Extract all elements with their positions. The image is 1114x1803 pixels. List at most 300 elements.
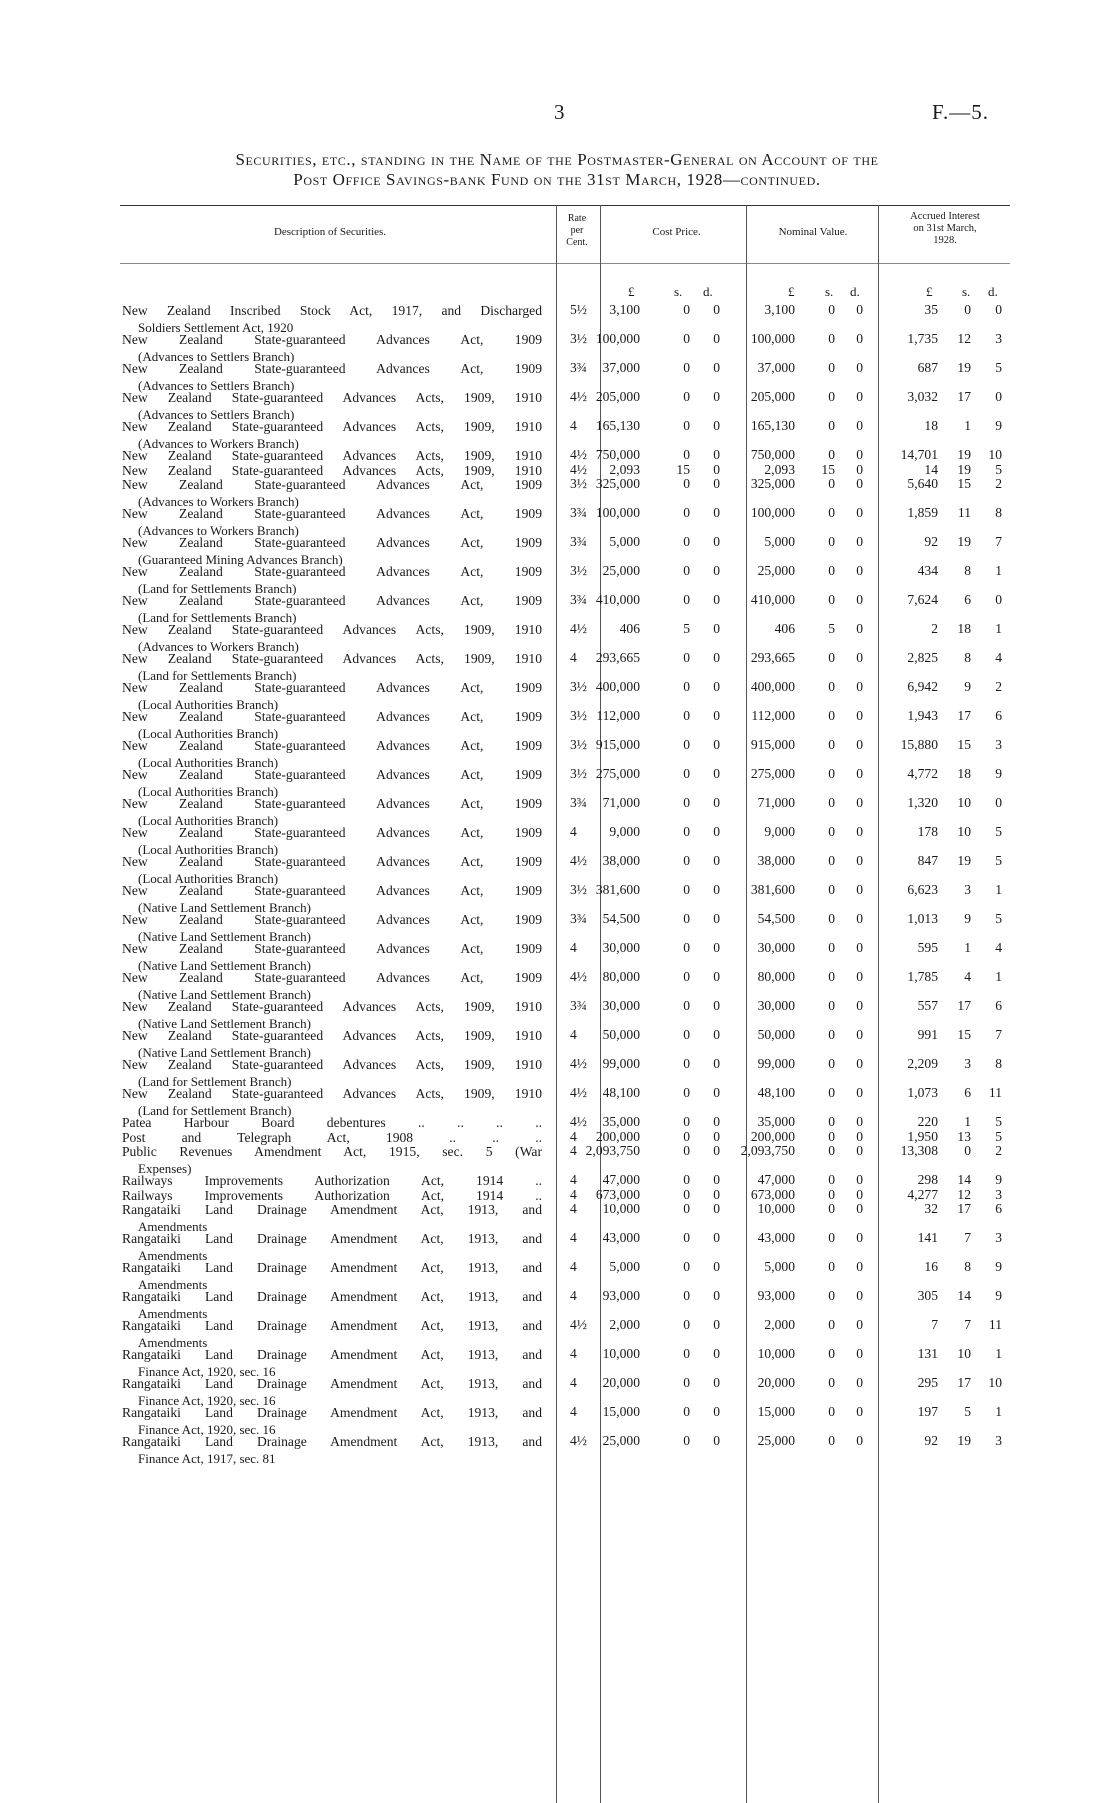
- accrued-interest-pence: 1: [995, 1404, 1002, 1419]
- description-line-1: New Zealand State-guaranteed Advances Act, 1909: [122, 738, 542, 753]
- accrued-interest-pence: 10: [988, 1375, 1002, 1390]
- nominal-value-pounds: 325,000: [750, 476, 795, 491]
- rate-per-cent: 3½: [570, 708, 587, 723]
- accrued-interest-pence: 3: [995, 1433, 1002, 1448]
- cost-price-shillings: 0: [683, 766, 690, 781]
- accrued-interest-shillings: 15: [957, 1027, 971, 1042]
- accrued-interest-shillings: 18: [957, 621, 971, 636]
- nominal-value-pounds: 100,000: [750, 331, 795, 346]
- nominal-value-pounds: 3,100: [764, 302, 795, 317]
- cost-price-pence: 0: [713, 302, 720, 317]
- accrued-interest-pence: 1: [995, 621, 1002, 636]
- accrued-interest-pence: 11: [988, 1317, 1002, 1332]
- cost-price-pence: 0: [713, 1027, 720, 1042]
- accrued-interest-pounds: 6,942: [907, 679, 938, 694]
- cost-price-shillings: 0: [683, 1259, 690, 1274]
- rate-per-cent: 4½: [570, 1114, 587, 1129]
- header-top-rule: [120, 205, 1010, 206]
- accrued-interest-pence: 0: [995, 302, 1002, 317]
- cost-price-shillings: 0: [683, 1143, 690, 1158]
- description-line-1: New Zealand State-guaranteed Advances Acts, 1909, 1910: [122, 622, 542, 637]
- description-line-2: (Local Authorities Branch): [138, 726, 279, 741]
- rate-per-cent: 4: [570, 1027, 577, 1042]
- description-line-1: New Zealand State-guaranteed Advances Act, 1909: [122, 361, 542, 376]
- accrued-interest-pence: 2: [995, 476, 1002, 491]
- nominal-value-pence: 0: [856, 737, 863, 752]
- accrued-interest-pence: 5: [995, 1128, 1002, 1144]
- nominal-value-shillings: 0: [828, 1404, 835, 1419]
- description-line-2: (Native Land Settlement Branch): [138, 1045, 311, 1060]
- accrued-interest-pence: 1: [995, 969, 1002, 984]
- description-line-1: Rangataiki Land Drainage Amendment Act, 1913, and: [122, 1202, 542, 1217]
- cost-price-shillings: 0: [683, 1172, 690, 1187]
- cost-price-shillings: 0: [683, 476, 690, 491]
- rate-per-cent: 4: [570, 650, 577, 665]
- cost-price-pounds: 54,500: [602, 911, 640, 926]
- description-line-1: Railways Improvements Authorization Act, 1914 ..: [122, 1173, 542, 1188]
- description-line-1: New Zealand State-guaranteed Advances Act, 1909: [122, 506, 542, 521]
- accrued-interest-pounds: 141: [917, 1230, 938, 1245]
- nominal-value-pence: 0: [856, 853, 863, 868]
- cost-price-pence: 0: [713, 998, 720, 1013]
- accrued-interest-pounds: 1,013: [907, 911, 938, 926]
- cost-price-pounds: 165,130: [595, 418, 640, 433]
- header-rate-line: per: [570, 225, 584, 236]
- nominal-value-pounds: 37,000: [757, 360, 795, 375]
- accrued-interest-pounds: 32: [924, 1201, 938, 1216]
- cost-price-pence: 0: [713, 1201, 720, 1216]
- rate-per-cent: 4: [570, 1375, 577, 1390]
- cost-price-shillings: 0: [683, 882, 690, 897]
- cost-price-pounds: 5,000: [609, 534, 640, 549]
- description-line-2: (Local Authorities Branch): [138, 697, 279, 712]
- cost-price-pounds: 200,000: [595, 1128, 640, 1144]
- accrued-interest-pounds: 434: [917, 563, 938, 578]
- description-line-2: (Advances to Workers Branch): [138, 494, 299, 509]
- nominal-value-pence: 0: [856, 824, 863, 839]
- nominal-value-shillings: 0: [828, 534, 835, 549]
- description-line-1: Rangataiki Land Drainage Amendment Act, 1913, and: [122, 1260, 542, 1275]
- rate-per-cent: 3¾: [570, 534, 587, 549]
- cost-price-shillings: 0: [683, 708, 690, 723]
- accrued-interest-pence: 8: [995, 505, 1002, 520]
- accrued-interest-pence: 1: [995, 563, 1002, 578]
- rate-per-cent: 4: [570, 1404, 577, 1419]
- description-line-1: New Zealand State-guaranteed Advances Act, 1909: [122, 825, 542, 840]
- description-line-1: New Zealand State-guaranteed Advances Act, 1909: [122, 332, 542, 347]
- nominal-value-shillings: 0: [828, 1375, 835, 1390]
- accrued-interest-pence: 7: [995, 534, 1002, 549]
- nominal-value-pence: 0: [856, 708, 863, 723]
- accrued-interest-pounds: 220: [917, 1114, 938, 1129]
- cost-price-pence: 0: [713, 795, 720, 810]
- accrued-interest-pence: 3: [995, 737, 1002, 752]
- accrued-interest-pence: 5: [995, 853, 1002, 868]
- nominal-value-pence: 0: [856, 360, 863, 375]
- nominal-value-pounds: 99,000: [757, 1056, 795, 1071]
- cost-price-pence: 0: [713, 331, 720, 346]
- cost-price-pence: 0: [713, 461, 720, 477]
- nominal-value-pounds: 35,000: [757, 1114, 795, 1129]
- cost-price-shillings: 0: [683, 302, 690, 317]
- cost-price-pounds: 3,100: [609, 302, 640, 317]
- accrued-interest-pence: 9: [995, 1288, 1002, 1303]
- header-cost-price: Cost Price.: [652, 226, 701, 238]
- nominal-value-pence: 0: [856, 1433, 863, 1448]
- accrued-interest-pence: 9: [995, 1172, 1002, 1187]
- accrued-interest-shillings: 15: [957, 476, 971, 491]
- nominal-value-pence: 0: [856, 940, 863, 955]
- nominal-value-pounds: 15,000: [757, 1404, 795, 1419]
- nominal-value-shillings: 0: [828, 1186, 835, 1202]
- nominal-value-pounds: 5,000: [764, 534, 795, 549]
- cost-price-pounds: 2,093,750: [585, 1143, 640, 1158]
- column-divider: [746, 205, 747, 1803]
- accrued-interest-pounds: 197: [917, 1404, 938, 1419]
- description-line-1: New Zealand State-guaranteed Advances Act, 1909: [122, 709, 542, 724]
- rate-per-cent: 4½: [570, 1433, 587, 1448]
- nominal-value-pence: 0: [856, 1346, 863, 1361]
- cost-price-shillings: 0: [683, 853, 690, 868]
- rate-per-cent: 3½: [570, 737, 587, 752]
- rate-per-cent: 3½: [570, 476, 587, 491]
- nominal-value-pounds: 2,093,750: [740, 1143, 795, 1158]
- nominal-value-shillings: 0: [828, 360, 835, 375]
- accrued-interest-shillings: 0: [964, 1143, 971, 1158]
- description-line-2: (Advances to Workers Branch): [138, 639, 299, 654]
- cost-price-pounds: 205,000: [595, 389, 640, 404]
- nominal-value-pence: 0: [856, 1230, 863, 1245]
- description-line-1: New Zealand State-guaranteed Advances Acts, 1909, 1910: [122, 462, 542, 478]
- accrued-interest-shillings: 19: [957, 447, 971, 462]
- accrued-interest-pence: 3: [995, 331, 1002, 346]
- accrued-interest-pence: 11: [988, 1085, 1002, 1100]
- accrued-interest-pence: 5: [995, 1114, 1002, 1129]
- page-reference: F.—5.: [932, 100, 989, 124]
- header-accrued-line: 1928.: [933, 235, 957, 246]
- nominal-value-shillings: 0: [828, 505, 835, 520]
- nominal-value-shillings: 0: [828, 969, 835, 984]
- description-line-1: New Zealand State-guaranteed Advances Act, 1909: [122, 854, 542, 869]
- cost-price-pounds: 25,000: [602, 563, 640, 578]
- accrued-interest-shillings: 9: [964, 679, 971, 694]
- accrued-interest-pounds: 92: [924, 1433, 938, 1448]
- cost-price-pence: 0: [713, 1433, 720, 1448]
- nominal-value-pounds: 25,000: [757, 563, 795, 578]
- nominal-value-pence: 0: [856, 621, 863, 636]
- cost-price-pence: 0: [713, 418, 720, 433]
- rate-per-cent: 4: [570, 1201, 577, 1216]
- nominal-value-pounds: 54,500: [757, 911, 795, 926]
- cost-price-pence: 0: [713, 1346, 720, 1361]
- nominal-value-pence: 0: [856, 969, 863, 984]
- description-line-1: New Zealand State-guaranteed Advances Act, 1909: [122, 593, 542, 608]
- cost-price-pounds: 275,000: [595, 766, 640, 781]
- nominal-value-pence: 0: [856, 1186, 863, 1202]
- rate-per-cent: 4: [570, 1346, 577, 1361]
- description-line-1: New Zealand State-guaranteed Advances Act, 1909: [122, 883, 542, 898]
- nominal-value-pence: 0: [856, 505, 863, 520]
- description-line-1: New Zealand State-guaranteed Advances Acts, 1909, 1910: [122, 999, 542, 1014]
- description-line-2: (Land for Settlements Branch): [138, 581, 297, 596]
- accrued-interest-pence: 5: [995, 461, 1002, 477]
- rate-per-cent: 4½: [570, 969, 587, 984]
- cost-price-pounds: 47,000: [602, 1172, 640, 1187]
- rate-per-cent: 4: [570, 1172, 577, 1187]
- accrued-interest-pounds: 298: [917, 1172, 938, 1187]
- nominal-value-shillings: 0: [828, 1288, 835, 1303]
- description-line-2: Finance Act, 1920, sec. 16: [138, 1422, 276, 1437]
- accrued-interest-pounds: 2,209: [907, 1056, 938, 1071]
- accrued-interest-pence: 6: [995, 708, 1002, 723]
- accrued-interest-pounds: 1,073: [907, 1085, 938, 1100]
- nominal-value-shillings: 0: [828, 1201, 835, 1216]
- description-line-1: New Zealand State-guaranteed Advances Act, 1909: [122, 535, 542, 550]
- nominal-value-pence: 0: [856, 1404, 863, 1419]
- description-line-2: (Advances to Workers Branch): [138, 523, 299, 538]
- cost-price-pounds: 15,000: [602, 1404, 640, 1419]
- rate-per-cent: 4: [570, 824, 577, 839]
- cost-price-pence: 0: [713, 563, 720, 578]
- description-line-1: Rangataiki Land Drainage Amendment Act, 1913, and: [122, 1376, 542, 1391]
- nominal-value-pence: 0: [856, 1114, 863, 1129]
- nominal-value-shillings: 0: [828, 824, 835, 839]
- cost-price-pence: 0: [713, 940, 720, 955]
- rate-per-cent: 4½: [570, 621, 587, 636]
- description-line-2: (Land for Settlement Branch): [138, 1074, 292, 1089]
- description-line-2: (Local Authorities Branch): [138, 871, 279, 886]
- description-line-1: Public Revenues Amendment Act, 1915, sec. 5 (War: [122, 1144, 542, 1159]
- description-line-1: New Zealand State-guaranteed Advances Act, 1909: [122, 477, 542, 492]
- nominal-value-pounds: 38,000: [757, 853, 795, 868]
- accrued-interest-pounds: 1,950: [907, 1128, 938, 1144]
- nominal-value-pence: 0: [856, 911, 863, 926]
- rate-per-cent: 4: [570, 1186, 577, 1202]
- accrued-interest-pence: 7: [995, 1027, 1002, 1042]
- description-line-1: New Zealand State-guaranteed Advances Act, 1909: [122, 796, 542, 811]
- accrued-interest-shillings: 19: [957, 461, 971, 477]
- accrued-interest-pounds: 5,640: [907, 476, 938, 491]
- cost-price-pence: 0: [713, 1085, 720, 1100]
- nominal-value-pence: 0: [856, 1259, 863, 1274]
- nominal-value-pounds: 9,000: [764, 824, 795, 839]
- accrued-interest-shillings: 14: [957, 1288, 971, 1303]
- cost-price-shillings: 0: [683, 563, 690, 578]
- accrued-interest-pence: 0: [995, 795, 1002, 810]
- description-line-2: (Advances to Settlers Branch): [138, 378, 295, 393]
- accrued-interest-pence: 3: [995, 1230, 1002, 1245]
- nominal-value-shillings: 0: [828, 418, 835, 433]
- rate-per-cent: 3½: [570, 331, 587, 346]
- cost-price-shillings: 0: [683, 824, 690, 839]
- description-line-2: (Native Land Settlement Branch): [138, 1016, 311, 1031]
- accrued-interest-shillings: 7: [964, 1317, 971, 1332]
- accrued-interest-shillings: 11: [957, 505, 971, 520]
- accrued-interest-pounds: 7,624: [907, 592, 938, 607]
- cost-price-pounds: 43,000: [602, 1230, 640, 1245]
- nominal-value-shillings: 0: [828, 1346, 835, 1361]
- header-rate-line: Cent.: [566, 237, 588, 248]
- cost-price-pounds: 5,000: [609, 1259, 640, 1274]
- description-line-1: New Zealand State-guaranteed Advances Acts, 1909, 1910: [122, 419, 542, 434]
- nominal-value-pence: 0: [856, 650, 863, 665]
- accrued-interest-pence: 0: [995, 592, 1002, 607]
- nominal-value-pence: 0: [856, 1201, 863, 1216]
- accrued-interest-pounds: 178: [917, 824, 938, 839]
- cost-price-pounds: 293,665: [595, 650, 640, 665]
- description-line-2: (Native Land Settlement Branch): [138, 929, 311, 944]
- nominal-value-shillings: 0: [828, 940, 835, 955]
- accrued-interest-pounds: 14: [924, 461, 938, 477]
- header-accrued-interest: [880, 211, 1010, 247]
- nominal-value-shillings: 0: [828, 592, 835, 607]
- cost-price-pence: 0: [713, 476, 720, 491]
- description-line-2: (Land for Settlement Branch): [138, 1103, 292, 1118]
- nominal-value-pounds: 48,100: [757, 1085, 795, 1100]
- description-line-1: Rangataiki Land Drainage Amendment Act, 1913, and: [122, 1289, 542, 1304]
- nominal-value-shillings: 0: [828, 1128, 835, 1144]
- description-line-2: (Land for Settlements Branch): [138, 610, 297, 625]
- nominal-value-pounds: 100,000: [750, 505, 795, 520]
- cost-price-pence: 0: [713, 360, 720, 375]
- nominal-value-shillings: 0: [828, 1433, 835, 1448]
- accrued-interest-shillings: 17: [957, 1201, 971, 1216]
- cost-price-shillings: 0: [683, 1433, 690, 1448]
- cost-price-shillings: 5: [683, 621, 690, 636]
- nominal-value-pence: 0: [856, 1172, 863, 1187]
- description-line-1: Rangataiki Land Drainage Amendment Act, 1913, and: [122, 1434, 542, 1449]
- description-line-2: (Land for Settlements Branch): [138, 668, 297, 683]
- currency-unit-label: s.: [674, 284, 683, 299]
- nominal-value-shillings: 0: [828, 1230, 835, 1245]
- cost-price-pence: 0: [713, 621, 720, 636]
- cost-price-pence: 0: [713, 1056, 720, 1071]
- accrued-interest-shillings: 3: [964, 1056, 971, 1071]
- accrued-interest-pounds: 2: [931, 621, 938, 636]
- cost-price-pounds: 25,000: [602, 1433, 640, 1448]
- description-line-2: Soldiers Settlement Act, 1920: [138, 320, 294, 335]
- nominal-value-pence: 0: [856, 1027, 863, 1042]
- rate-per-cent: 4½: [570, 461, 587, 477]
- description-line-1: New Zealand State-guaranteed Advances Acts, 1909, 1910: [122, 448, 542, 463]
- cost-price-shillings: 0: [683, 505, 690, 520]
- cost-price-pounds: 30,000: [602, 998, 640, 1013]
- cost-price-shillings: 0: [683, 1128, 690, 1144]
- description-line-2: (Native Land Settlement Branch): [138, 958, 311, 973]
- accrued-interest-shillings: 18: [957, 766, 971, 781]
- nominal-value-pence: 0: [856, 882, 863, 897]
- accrued-interest-shillings: 13: [957, 1128, 971, 1144]
- rate-per-cent: 3¾: [570, 795, 587, 810]
- accrued-interest-pounds: 6,623: [907, 882, 938, 897]
- rate-per-cent: 4½: [570, 1056, 587, 1071]
- nominal-value-shillings: 0: [828, 1143, 835, 1158]
- nominal-value-pounds: 293,665: [750, 650, 795, 665]
- rate-per-cent: 3¾: [570, 998, 587, 1013]
- description-line-2: (Advances to Workers Branch): [138, 436, 299, 451]
- header-rate-line: Rate: [567, 213, 587, 224]
- header-rate: [556, 213, 598, 249]
- rate-per-cent: 4: [570, 1230, 577, 1245]
- accrued-interest-pounds: 35: [924, 302, 938, 317]
- description-line-1: Rangataiki Land Drainage Amendment Act, 1913, and: [122, 1347, 542, 1362]
- accrued-interest-pence: 1: [995, 1346, 1002, 1361]
- currency-unit-label: £: [628, 284, 635, 299]
- nominal-value-pence: 0: [856, 766, 863, 781]
- nominal-value-pounds: 381,600: [750, 882, 795, 897]
- description-line-2: Expenses): [138, 1161, 192, 1176]
- accrued-interest-shillings: 0: [964, 302, 971, 317]
- accrued-interest-pounds: 131: [917, 1346, 938, 1361]
- nominal-value-shillings: 0: [828, 563, 835, 578]
- accrued-interest-shillings: 1: [964, 1114, 971, 1129]
- accrued-interest-shillings: 19: [957, 360, 971, 375]
- currency-unit-label: £: [788, 284, 795, 299]
- accrued-interest-pence: 4: [995, 650, 1002, 665]
- nominal-value-shillings: 0: [828, 1056, 835, 1071]
- nominal-value-pence: 0: [856, 476, 863, 491]
- cost-price-pence: 0: [713, 1375, 720, 1390]
- rate-per-cent: 3¾: [570, 592, 587, 607]
- currency-unit-label: d.: [703, 284, 713, 299]
- cost-price-shillings: 0: [683, 1114, 690, 1129]
- cost-price-pence: 0: [713, 1186, 720, 1202]
- nominal-value-pounds: 71,000: [757, 795, 795, 810]
- nominal-value-shillings: 0: [828, 1027, 835, 1042]
- nominal-value-shillings: 0: [828, 766, 835, 781]
- nominal-value-pence: 0: [856, 795, 863, 810]
- rate-per-cent: 4½: [570, 389, 587, 404]
- accrued-interest-shillings: 17: [957, 1375, 971, 1390]
- description-line-1: Rangataiki Land Drainage Amendment Act, 1913, and: [122, 1405, 542, 1420]
- nominal-value-pounds: 25,000: [757, 1433, 795, 1448]
- accrued-interest-shillings: 4: [964, 969, 971, 984]
- accrued-interest-pounds: 14,701: [900, 447, 938, 462]
- description-line-1: New Zealand State-guaranteed Advances Act, 1909: [122, 970, 542, 985]
- nominal-value-pounds: 30,000: [757, 940, 795, 955]
- cost-price-pence: 0: [713, 1288, 720, 1303]
- cost-price-shillings: 0: [683, 534, 690, 549]
- accrued-interest-pounds: 687: [917, 360, 938, 375]
- nominal-value-pounds: 93,000: [757, 1288, 795, 1303]
- cost-price-shillings: 0: [683, 1085, 690, 1100]
- cost-price-shillings: 0: [683, 679, 690, 694]
- cost-price-pence: 0: [713, 853, 720, 868]
- cost-price-pence: 0: [713, 592, 720, 607]
- cost-price-pounds: 750,000: [595, 447, 640, 462]
- accrued-interest-shillings: 7: [964, 1230, 971, 1245]
- cost-price-pounds: 410,000: [595, 592, 640, 607]
- currency-unit-label: d.: [850, 284, 860, 299]
- accrued-interest-shillings: 10: [957, 1346, 971, 1361]
- nominal-value-pounds: 165,130: [750, 418, 795, 433]
- nominal-value-shillings: 0: [828, 447, 835, 462]
- cost-price-pounds: 30,000: [602, 940, 640, 955]
- accrued-interest-pounds: 847: [917, 853, 938, 868]
- rate-per-cent: 3¾: [570, 505, 587, 520]
- nominal-value-pence: 0: [856, 1288, 863, 1303]
- cost-price-shillings: 0: [683, 1027, 690, 1042]
- page-number: 3: [554, 100, 565, 124]
- rate-per-cent: 5½: [570, 302, 587, 317]
- description-line-2: (Advances to Settlers Branch): [138, 407, 295, 422]
- accrued-interest-pounds: 16: [924, 1259, 938, 1274]
- rate-per-cent: 4: [570, 418, 577, 433]
- cost-price-pence: 0: [713, 505, 720, 520]
- currency-unit-label: s.: [825, 284, 834, 299]
- description-line-2: Amendments: [138, 1335, 208, 1350]
- nominal-value-shillings: 15: [821, 461, 835, 477]
